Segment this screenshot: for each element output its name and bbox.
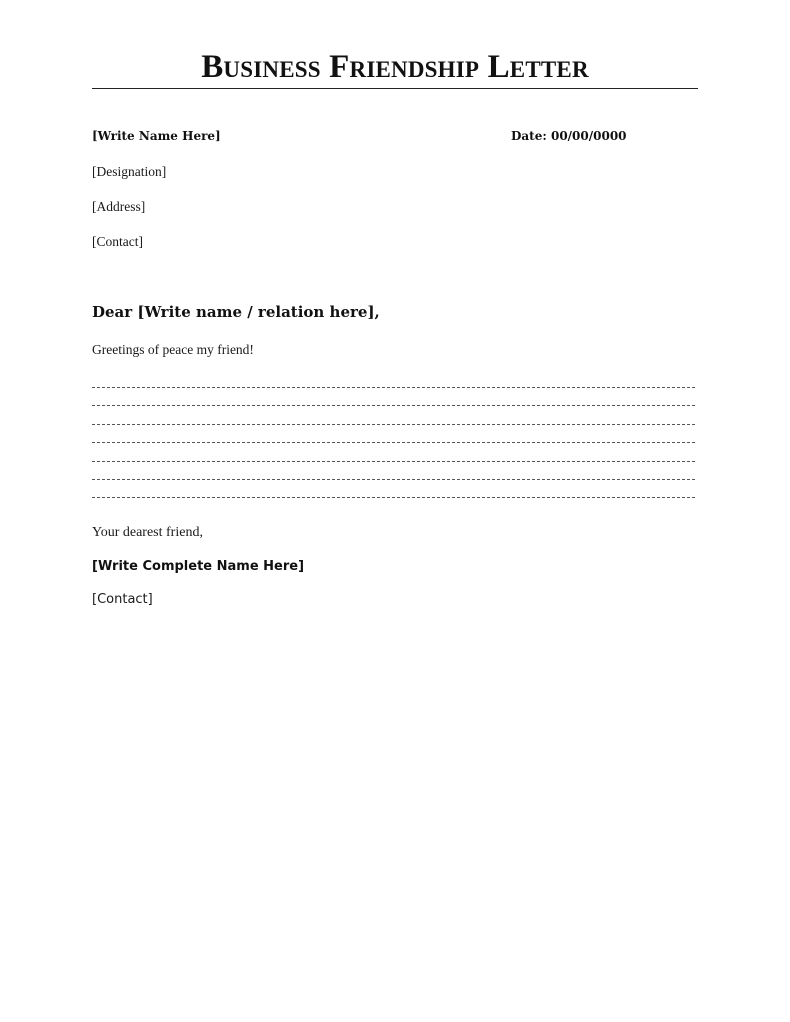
title-divider <box>92 88 698 89</box>
body-line <box>92 424 695 425</box>
body-line <box>92 497 695 498</box>
body-line <box>92 479 695 480</box>
greeting: Greetings of peace my friend! <box>92 342 254 357</box>
sender-contact: [Contact] <box>92 234 143 249</box>
body-line <box>92 461 695 462</box>
sender-designation: [Designation] <box>92 164 167 179</box>
body-line <box>92 387 695 388</box>
sender-address: [Address] <box>92 199 146 214</box>
letter-header <box>92 129 698 147</box>
document-title: Business Friendship Letter <box>201 49 589 85</box>
closing: Your dearest friend, <box>92 525 203 540</box>
body-line <box>92 405 695 406</box>
letter-date: Date: 00/00/0000 <box>511 129 627 143</box>
salutation: Dear [Write name / relation here], <box>92 303 380 321</box>
body-line <box>92 442 695 443</box>
sender-name: [Write Name Here] <box>92 129 221 143</box>
signer-name: [Write Complete Name Here] <box>92 559 305 574</box>
signer-contact: [Contact] <box>92 592 153 607</box>
